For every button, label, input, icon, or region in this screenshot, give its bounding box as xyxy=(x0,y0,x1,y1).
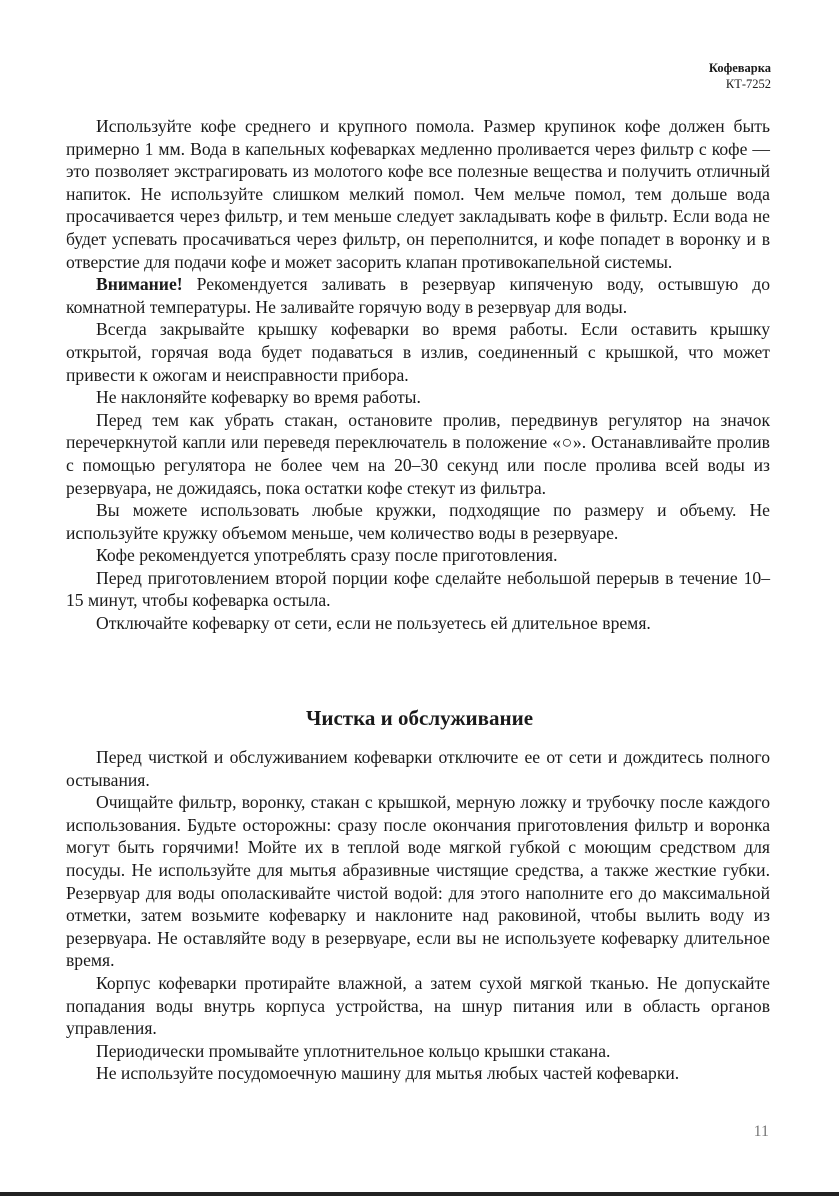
header-model-number: КТ-7252 xyxy=(725,77,771,91)
paragraph: Отключайте кофеварку от сети, если не пользуетесь ей длительное время. xyxy=(96,613,651,634)
warning-text: Рекомендуется заливать в резервуар кипяченую воду, остывшую до комнатной температуры. Не заливайте горячую воду в резервуар для воды. xyxy=(66,274,770,317)
paragraph: Перед чисткой и обслуживанием кофеварки отключите ее от сети и дождитесь полного остывания. xyxy=(66,747,770,790)
running-header xyxy=(709,60,771,92)
paragraph: Вы можете использовать любые кружки, подходящие по размеру и объему. Не используйте кружку объемом меньше, чем количество воды в резервуаре. xyxy=(66,500,770,543)
section-heading-cleaning: Чистка и обслуживание xyxy=(305,706,534,730)
paragraph: Перед приготовлением второй порции кофе сделайте небольшой перерыв в течение 10–15 минут, чтобы кофеварка остыла. xyxy=(66,567,770,611)
paragraph: Не наклоняйте кофеварку во время работы. xyxy=(96,387,421,408)
warning-label: Внимание! xyxy=(96,274,183,295)
paragraph: Не используйте посудомоечную машину для мытья любых частей кофеварки. xyxy=(96,1063,680,1084)
section-cleaning xyxy=(66,746,770,1085)
paragraph: Периодически промывайте уплотнительное кольцо крышки стакана. xyxy=(96,1040,611,1061)
paragraph: Корпус кофеварки протирайте влажной, а затем сухой мягкой тканью. Не допускайте попадания воды внутрь корпуса устройства, на шнур питания или в область органов управления. xyxy=(66,972,770,1039)
page-number: 11 xyxy=(753,1123,769,1140)
bottom-divider xyxy=(0,1192,839,1196)
warning-paragraph xyxy=(66,273,770,318)
paragraph: Перед тем как убрать стакан, остановите пролив, передвинув регулятор на значок перечеркнутой капли или переведя переключатель в положение «○». Останавливайте пролив с помощью регулятора не более чем на 20–30 секунд или после пролива всей воды из резервуара, не дожидаясь, пока остатки кофе стекут из фильтра. xyxy=(66,409,770,498)
header-product-name: Кофеварка xyxy=(708,61,771,75)
paragraph: Используйте кофе среднего и крупного помола. Размер крупинок кофе должен быть примерно 1 мм. Вода в капельных кофеварках медленно проливается через фильтр с кофе — это позволяет экстрагировать из молотого кофе все полезные вещества и получить отличный напиток. Не используйте слишком мелкий помол. Чем мельче помол, тем дольше вода просачивается через фильтр, и тем меньше следует закладывать кофе в фильтр. Если вода не будет успевать просачиваться через фильтр, он переполнится, и кофе попадет в воронку и в отверстие для подачи кофе и может засорить клапан противокапельной системы. xyxy=(66,116,770,272)
paragraph: Кофе рекомендуется употреблять сразу после приготовления. xyxy=(96,545,558,566)
paragraph: Всегда закрывайте крышку кофеварки во время работы. Если оставить крышку открытой, горячая вода будет подаваться в излив, соединенный с крышкой, что может привести к ожогам и неисправности прибора. xyxy=(66,319,770,385)
section-usage-tips xyxy=(66,115,770,635)
paragraph: Очищайте фильтр, воронку, стакан с крышкой, мерную ложку и трубочку после каждого использования. Будьте осторожны: сразу после окончания приготовления фильтр и воронка могут быть горячими! Мойте их в теплой воде мягкой губкой с моющим средством для посуды. Не используйте для мытья абразивные чистящие средства, а также жесткие губки. Резервуар для воды ополаскивайте чистой водой: для этого наполните его до максимальной отметки, затем возьмите кофеварку и наклоните над раковиной, чтобы вылить воду из резервуара. Не оставляйте воду в резервуаре, если вы не используете кофеварку длительное время. xyxy=(66,792,770,971)
